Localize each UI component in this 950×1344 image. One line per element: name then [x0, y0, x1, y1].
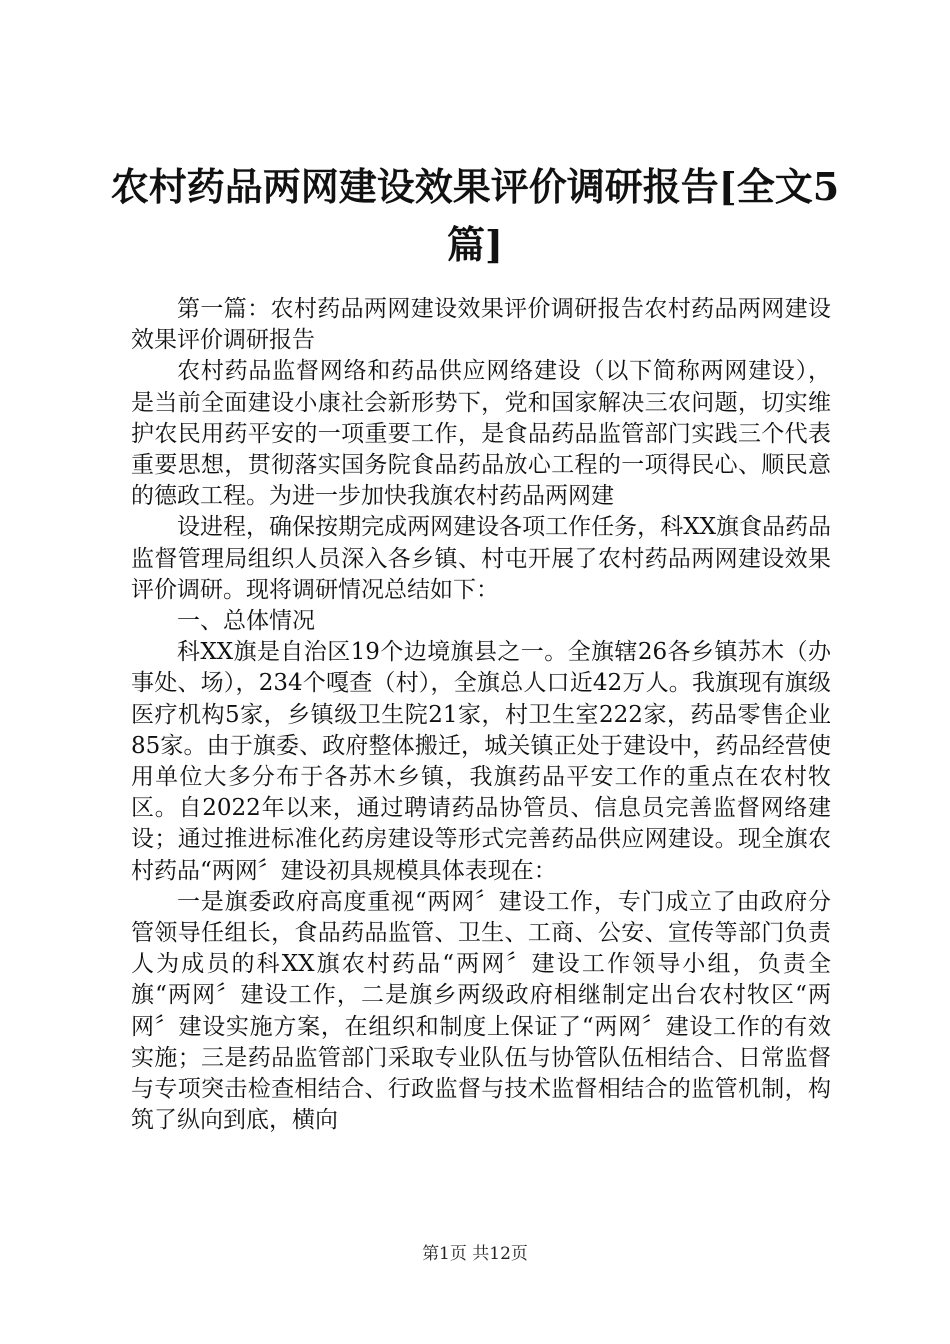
paragraph-intro: 第一篇：农村药品两网建设效果评价调研报告农村药品两网建设效果评价调研报告: [131, 296, 831, 354]
paragraph-purpose: 设进程，确保按期完成两网建设各项工作任务，科XX旗食品药品监督管理局组织人员深入各乡镇、村屯开展了农村药品两网建设效果评价调研。现将调研情况总结如下：: [131, 514, 831, 603]
document-body: [131, 294, 831, 1136]
paragraph-measures: 一是旗委政府高度重视“两网〞建设工作，专门成立了由政府分管领导任组长，食品药品监管、卫生、工商、公安、宣传等部门负责人为成员的科XX旗农村药品“两网〞建设工作领导小组，负责全旗“两网〞建设工作，二是旗乡两级政府相继制定出台农村牧区“两网〞建设实施方案，在组织和制度上保证了“两网〞建设工作的有效实施；三是药品监管部门采取专业队伍与协管队伍相结合、日常监督与专项突击检查相结合、行政监督与技术监督相结合的监管机制，构筑了纵向到底，横向: [131, 888, 831, 1134]
paragraph-overview: 科XX旗是自治区19个边境旗县之一。全旗辖26各乡镇苏木（办事处、场），234个嘎查（村），全旗总人口近42万人。我旗现有旗级医疗机构5家，乡镇级卫生院21家，村卫生室222家，药品零售企业85家。由于旗委、政府整体搬迁，城关镇正处于建设中，药品经营使用单位大多分布于各苏木乡镇，我旗药品平安工作的重点在农村牧区。自2022年以来，通过聘请药品协管员、信息员完善监督网络建设；通过推进标准化药房建设等形式完善药品供应网建设。现全旗农村药品“两网〞建设初具规模具体表现在：: [131, 639, 831, 884]
paragraph-background: 农村药品监督网络和药品供应网络建设（以下简称两网建设），是当前全面建设小康社会新形势下，党和国家解决三农问题，切实维护农民用药平安的一项重要工作，是食品药品监管部门实践三个代表重要思想，贯彻落实国务院食品药品放心工程的一项得民心、顺民意的德政工程。为进一步加快我旗农村药品两网建: [131, 358, 831, 510]
section-heading-overview: 一、总体情况: [177, 608, 315, 635]
page-footer: 第1页 共12页: [422, 1244, 528, 1264]
document-title: 农村药品两网建设效果评价调研报告[全文5篇]: [110, 164, 840, 267]
